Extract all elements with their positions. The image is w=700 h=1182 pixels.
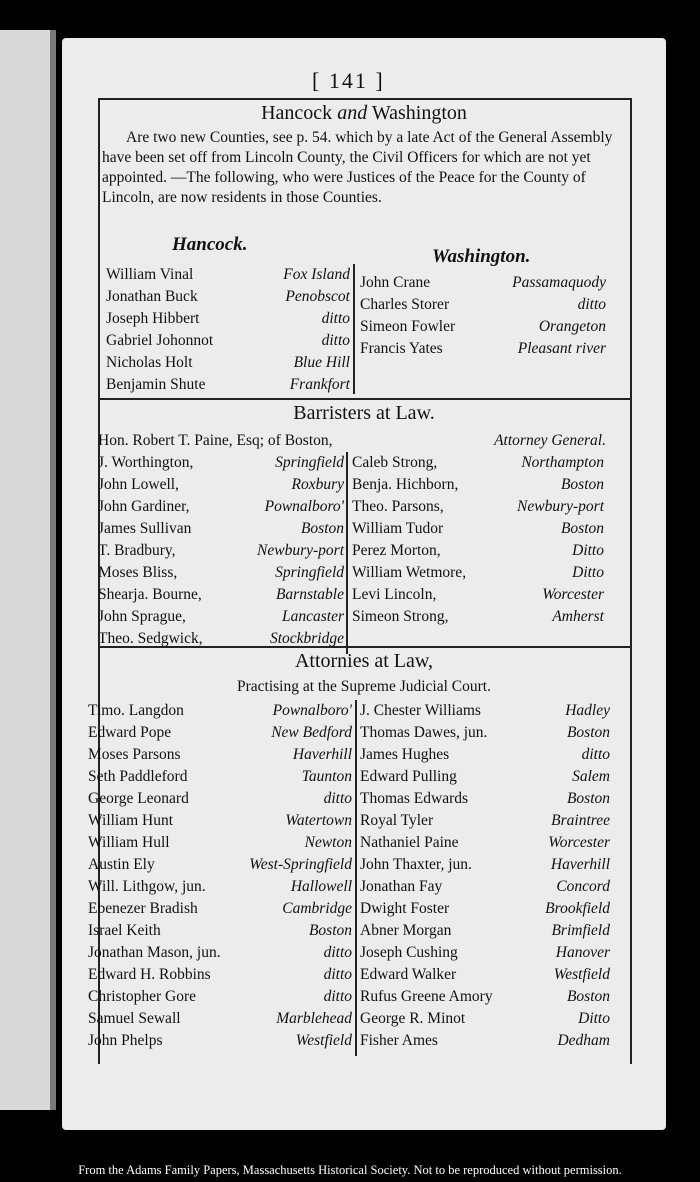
entry-name: Levi Lincoln,: [352, 586, 437, 603]
entry-place: Newbury-port: [517, 498, 604, 515]
attorney-row: [88, 1008, 352, 1030]
entry-name: John Sprague,: [98, 608, 186, 625]
attornies-right-list: [360, 700, 610, 1052]
entry-name: Dwight Foster: [360, 900, 450, 917]
barrister-row: [352, 474, 604, 496]
document-page: [62, 38, 666, 1130]
entry-place: Orangeton: [538, 318, 606, 335]
barristers-first-line: [98, 430, 606, 452]
entry-place: Boston: [560, 476, 604, 493]
entry-name: John Phelps: [88, 1032, 163, 1049]
entry-name: Will. Lithgow, jun.: [88, 878, 206, 895]
attorney-row: [360, 854, 610, 876]
column-divider: [346, 452, 348, 654]
entry-place: ditto: [321, 310, 350, 327]
title-hancock: Hancock: [261, 102, 333, 124]
washington-list: [360, 272, 606, 360]
entry-name: Christopher Gore: [88, 988, 197, 1005]
entry-name: Austin Ely: [88, 856, 155, 873]
entry-name: Edward Walker: [360, 966, 457, 983]
entry-name: Moses Parsons: [88, 746, 181, 763]
barrister-row: [98, 606, 344, 628]
justice-row: [360, 294, 606, 316]
barrister-name: Hon. Robert T. Paine, Esq; of Boston,: [98, 432, 333, 449]
entry-place: Amherst: [552, 608, 604, 625]
entry-place: Boston: [566, 988, 610, 1005]
attorney-row: [88, 788, 352, 810]
entry-name: Charles Storer: [360, 296, 450, 313]
entry-name: Joseph Cushing: [360, 944, 458, 961]
entry-name: William Hunt: [88, 812, 174, 829]
entry-place: Brimfield: [551, 922, 610, 939]
entry-place: Hanover: [555, 944, 610, 961]
entry-name: Samuel Sewall: [88, 1010, 181, 1027]
entry-place: New Bedford: [271, 724, 352, 741]
entry-name: Thomas Dawes, jun.: [360, 724, 488, 741]
entry-place: Penobscot: [285, 288, 350, 305]
entry-name: Jonathan Buck: [106, 288, 198, 305]
entry-name: Benjamin Shute: [106, 376, 206, 393]
entry-place: Worcester: [548, 834, 610, 851]
attorney-row: [360, 920, 610, 942]
entry-name: William Tudor: [352, 520, 444, 537]
barrister-row: [98, 540, 344, 562]
entry-place: Worcester: [542, 586, 604, 603]
entry-place: Springfield: [275, 454, 344, 471]
entry-name: Fisher Ames: [360, 1032, 438, 1049]
barrister-row: [98, 496, 344, 518]
attorney-row: [88, 942, 352, 964]
attorney-row: [88, 898, 352, 920]
barrister-row: [352, 606, 604, 628]
entry-place: Salem: [572, 768, 610, 785]
entry-place: Boston: [560, 520, 604, 537]
entry-name: Nicholas Holt: [106, 354, 193, 371]
entry-place: Newbury-port: [257, 542, 344, 559]
entry-place: Frankfort: [289, 376, 350, 393]
entry-place: ditto: [577, 296, 606, 313]
entry-name: William Vinal: [106, 266, 194, 283]
hancock-heading: Hancock.: [172, 234, 248, 255]
entry-place: ditto: [323, 966, 352, 983]
barrister-row: [98, 452, 344, 474]
section-divider: [98, 398, 630, 400]
entry-place: Cambridge: [282, 900, 352, 917]
entry-place: Pownalboro': [272, 702, 352, 719]
attorney-row: [360, 1008, 610, 1030]
entry-place: Braintree: [551, 812, 610, 829]
entry-name: John Gardiner,: [98, 498, 190, 515]
entry-place: Dedham: [557, 1032, 610, 1049]
entry-place: Haverhill: [292, 746, 352, 763]
attorney-row: [360, 942, 610, 964]
entry-place: Brookfield: [545, 900, 610, 917]
entry-name: Gabriel Johonnot: [106, 332, 214, 349]
entry-name: Nathaniel Paine: [360, 834, 459, 851]
entry-name: J. Worthington,: [98, 454, 194, 471]
entry-name: Benja. Hichborn,: [352, 476, 459, 493]
justice-row: [106, 330, 350, 352]
attornies-left-list: [88, 700, 352, 1052]
entry-place: Boston: [566, 790, 610, 807]
barrister-row: [352, 452, 604, 474]
entry-place: Taunton: [301, 768, 352, 785]
entry-place: Westfield: [295, 1032, 352, 1049]
title-washington: Washington: [371, 102, 467, 124]
entry-name: Shearja. Bourne,: [98, 586, 202, 603]
entry-place: Northampton: [521, 454, 604, 471]
entry-name: Seth Paddleford: [88, 768, 188, 785]
entry-place: ditto: [581, 746, 610, 763]
attorney-row: [88, 744, 352, 766]
attorney-row: [360, 700, 610, 722]
attorney-row: [360, 766, 610, 788]
entry-place: Westfield: [553, 966, 610, 983]
entry-name: Israel Keith: [88, 922, 161, 939]
entry-name: William Wetmore,: [352, 564, 467, 581]
page-number: [ 141 ]: [312, 68, 385, 93]
section-hancock-washington-title: [62, 102, 666, 125]
attorney-row: [360, 876, 610, 898]
barrister-row: [98, 584, 344, 606]
barrister-row: [352, 562, 604, 584]
entry-place: Springfield: [275, 564, 344, 581]
justice-row: [360, 338, 606, 360]
attorney-row: [360, 744, 610, 766]
entry-name: Edward Pope: [88, 724, 172, 741]
entry-place: Boston: [300, 520, 344, 537]
entry-place: Marblehead: [276, 1010, 352, 1027]
entry-place: Hallowell: [290, 878, 352, 895]
entry-place: ditto: [321, 332, 350, 349]
justice-row: [106, 352, 350, 374]
entry-place: Newton: [304, 834, 352, 851]
washington-heading: Washington.: [432, 246, 531, 267]
barrister-row: [98, 474, 344, 496]
barrister-row: [352, 496, 604, 518]
entry-name: Francis Yates: [360, 340, 443, 357]
barristers-title: Barristers at Law.: [293, 402, 435, 424]
entry-place: Haverhill: [550, 856, 610, 873]
attorney-row: [360, 964, 610, 986]
attorney-row: [360, 986, 610, 1008]
barrister-row: [98, 518, 344, 540]
entry-name: George Leonard: [88, 790, 189, 807]
entry-name: Joseph Hibbert: [106, 310, 200, 327]
entry-name: Theo. Sedgwick,: [98, 630, 203, 647]
entry-name: Royal Tyler: [360, 812, 434, 829]
entry-place: Boston: [308, 922, 352, 939]
entry-name: Jonathan Fay: [360, 878, 443, 895]
entry-name: Simeon Fowler: [360, 318, 456, 335]
entry-place: Roxbury: [291, 476, 344, 493]
entry-place: Fox Island: [283, 266, 350, 283]
entry-name: Edward Pulling: [360, 768, 457, 785]
entry-name: John Lowell,: [98, 476, 179, 493]
entry-place: Lancaster: [282, 608, 344, 625]
justice-row: [106, 264, 350, 286]
entry-place: West-Springfield: [249, 856, 352, 873]
attorney-row: [88, 832, 352, 854]
entry-place: Ditto: [572, 564, 604, 581]
barrister-row: [352, 584, 604, 606]
attorney-row: [360, 832, 610, 854]
entry-name: Theo. Parsons,: [352, 498, 444, 515]
hancock-list: [106, 264, 350, 396]
entry-name: William Hull: [88, 834, 170, 851]
entry-name: James Sullivan: [98, 520, 192, 537]
entry-name: Jonathan Mason, jun.: [88, 944, 221, 961]
attorney-row: [88, 986, 352, 1008]
attornies-subtitle: Practising at the Supreme Judicial Court.: [237, 678, 491, 695]
entry-place: Ditto: [572, 542, 604, 559]
attorney-row: [88, 722, 352, 744]
barrister-row: [352, 518, 604, 540]
barristers-right-list: [352, 452, 604, 628]
barrister-row: [98, 562, 344, 584]
entry-place: Pleasant river: [517, 340, 606, 357]
entry-name: Simeon Strong,: [352, 608, 449, 625]
justice-row: [106, 308, 350, 330]
entry-place: Pownalboro': [264, 498, 344, 515]
entry-name: Caleb Strong,: [352, 454, 438, 471]
entry-name: Edward H. Robbins: [88, 966, 211, 983]
attorney-row: [88, 876, 352, 898]
entry-place: Watertown: [285, 812, 352, 829]
attorney-row: [360, 788, 610, 810]
title-and: and: [337, 102, 368, 124]
attorney-row: [88, 964, 352, 986]
entry-name: Thomas Edwards: [360, 790, 469, 807]
justice-row: [106, 374, 350, 396]
entry-name: John Crane: [360, 274, 431, 291]
entry-place: Barnstable: [275, 586, 344, 603]
attorney-row: [360, 1030, 610, 1052]
attorney-row: [88, 766, 352, 788]
entry-place: Stockbridge: [269, 630, 344, 647]
barristers-left-list: [98, 452, 344, 650]
attorney-row: [360, 810, 610, 832]
section-divider: [98, 646, 630, 648]
entry-place: Hadley: [565, 702, 610, 719]
barrister-row: [352, 540, 604, 562]
attorney-row: [88, 810, 352, 832]
column-divider: [355, 700, 357, 1056]
entry-name: Abner Morgan: [360, 922, 452, 939]
entry-place: Passamaquody: [512, 274, 606, 291]
facing-page-edge: [0, 30, 56, 1110]
attorney-row: [360, 898, 610, 920]
attorney-row: [88, 920, 352, 942]
attorney-row: [360, 722, 610, 744]
entry-place: Blue Hill: [293, 354, 350, 371]
entry-place: ditto: [323, 944, 352, 961]
entry-name: Ebenezer Bradish: [88, 900, 198, 917]
entry-name: T. Bradbury,: [98, 542, 176, 559]
entry-name: John Thaxter, jun.: [360, 856, 472, 873]
entry-name: Perez Morton,: [352, 542, 441, 559]
counties-paragraph: [102, 128, 626, 208]
attorney-row: [88, 1030, 352, 1052]
entry-name: Timo. Langdon: [88, 702, 184, 719]
entry-name: James Hughes: [360, 746, 450, 763]
entry-place: ditto: [323, 790, 352, 807]
attornies-title: Attornies at Law,: [294, 650, 434, 672]
attorney-row: [88, 700, 352, 722]
justice-row: [360, 272, 606, 294]
entry-place: Boston: [566, 724, 610, 741]
entry-place: ditto: [323, 988, 352, 1005]
entry-name: Moses Bliss,: [98, 564, 178, 581]
entry-place: Ditto: [578, 1010, 610, 1027]
entry-name: J. Chester Williams: [360, 702, 481, 719]
entry-name: George R. Minot: [360, 1010, 466, 1027]
justice-row: [360, 316, 606, 338]
entry-place: Concord: [556, 878, 610, 895]
column-divider: [353, 264, 355, 394]
attorney-row: [88, 854, 352, 876]
counties-paragraph-text: Are two new Counties, see p. 54. which by a late Act of the General Assembly have been set off from Lincoln County, the Civil Officers for which are not yet appointed. —The following, who were Justices of the Peace for the County of Lincoln, are now residents in those Counties.: [102, 129, 613, 206]
entry-name: Rufus Greene Amory: [360, 988, 493, 1005]
justice-row: [106, 286, 350, 308]
credit-line: From the Adams Family Papers, Massachusetts Historical Society. Not to be reproduced without permission.: [78, 1163, 622, 1177]
barrister-place: Attorney General.: [494, 432, 606, 449]
